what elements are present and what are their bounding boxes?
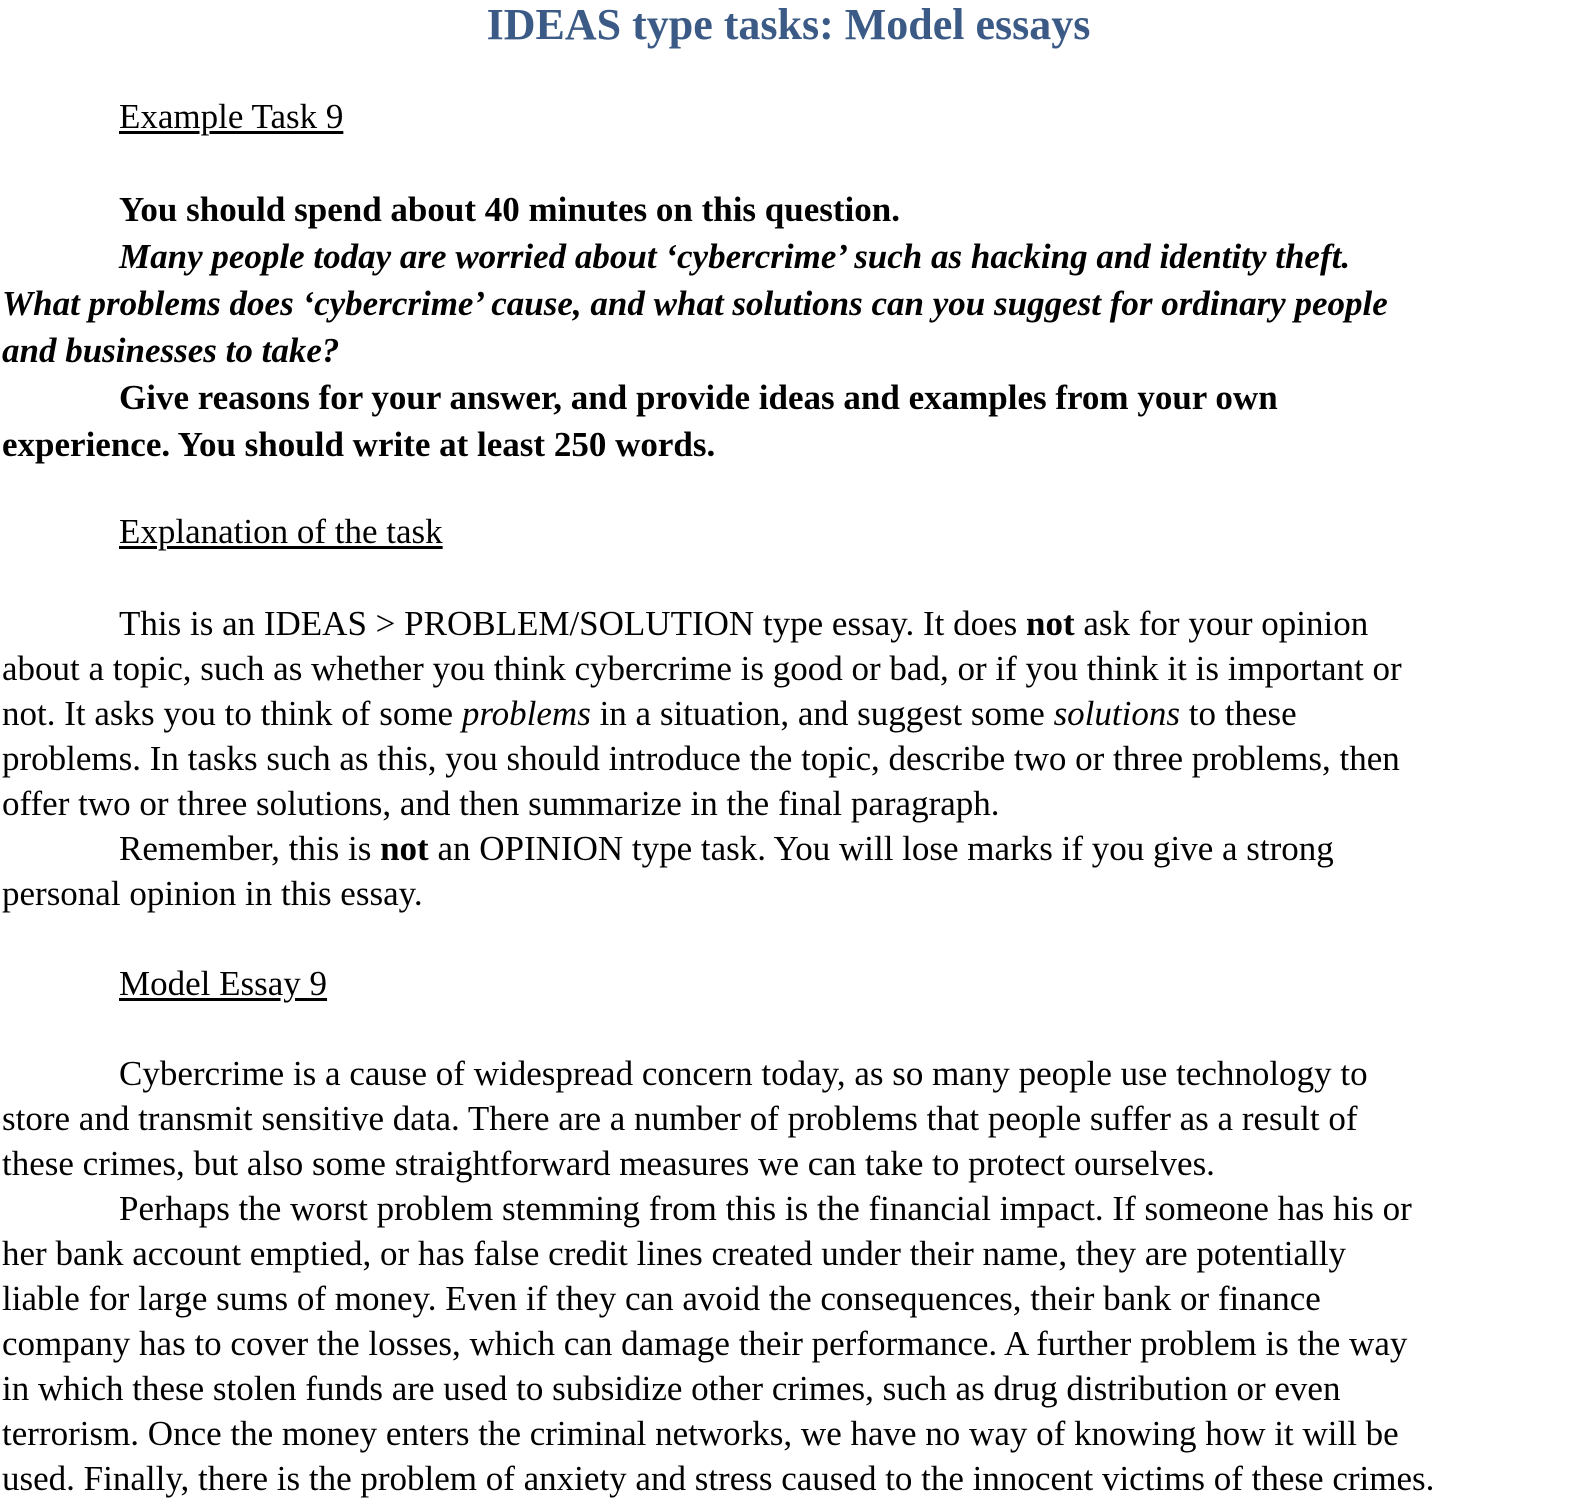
task-prompt-line: and businesses to take? [2,331,340,370]
essay-line: company has to cover the losses, which can damage their performance. A further problem is the way [2,1324,1408,1363]
essay-heading: Model Essay 9 [119,964,328,1003]
explanation-line: personal opinion in this essay. [2,874,423,913]
task-heading: Example Task 9 [119,97,344,136]
explanation-line: problems. In tasks such as this, you should introduce the topic, describe two or three problems, then [2,739,1400,778]
essay-line: Cybercrime is a cause of widespread concern today, as so many people use technology to [119,1054,1368,1093]
emphasis-problems: problems [461,694,591,733]
essay-line: used. Finally, there is the problem of anxiety and stress caused to the innocent victims of these crimes. [2,1459,1435,1498]
essay-body [2,1051,1572,1501]
task-prompt-line: What problems does ‘cybercrime’ cause, and what solutions can you suggest for ordinary people [2,284,1388,323]
explanation-line: offer two or three solutions, and then summarize in the final paragraph. [2,784,1000,823]
time-instruction: You should spend about 40 minutes on this question. [119,190,900,229]
essay-line: store and transmit sensitive data. There are a number of problems that people suffer as a result of [2,1099,1358,1138]
essay-line: terrorism. Once the money enters the criminal networks, we have no way of knowing how it will be [2,1414,1399,1453]
task-block [2,186,1572,468]
explanation-line: Remember, this is not an OPINION type task. You will lose marks if you give a strong [119,829,1334,868]
page-title: IDEAS type tasks: Model essays [486,0,1091,49]
essay-line: in which these stolen funds are used to subsidize other crimes, such as drug distribution or even [2,1369,1341,1408]
task-instruction-line: Give reasons for your answer, and provide ideas and examples from your own [119,378,1278,417]
emphasis-not: not [1026,604,1075,643]
essay-line: Perhaps the worst problem stemming from this is the financial impact. If someone has his or [119,1189,1412,1228]
explanation-line: This is an IDEAS > PROBLEM/SOLUTION type essay. It does not ask for your opinion [119,604,1369,643]
essay-line: liable for large sums of money. Even if they can avoid the consequences, their bank or finance [2,1279,1321,1318]
explanation-heading: Explanation of the task [119,512,443,551]
emphasis-solutions: solutions [1053,694,1180,733]
explanation-paragraph [2,601,1572,916]
essay-line: these crimes, but also some straightforward measures we can take to protect ourselves. [2,1144,1215,1183]
task-instruction-line: experience. You should write at least 250 words. [2,425,716,464]
task-prompt-line: Many people today are worried about ‘cybercrime’ such as hacking and identity theft. [119,237,1351,276]
explanation-line: not. It asks you to think of some problems in a situation, and suggest some solutions to these [2,694,1297,733]
essay-line: her bank account emptied, or has false credit lines created under their name, they are potentially [2,1234,1347,1273]
emphasis-not: not [380,829,429,868]
explanation-line: about a topic, such as whether you think cybercrime is good or bad, or if you think it is important or [2,649,1402,688]
